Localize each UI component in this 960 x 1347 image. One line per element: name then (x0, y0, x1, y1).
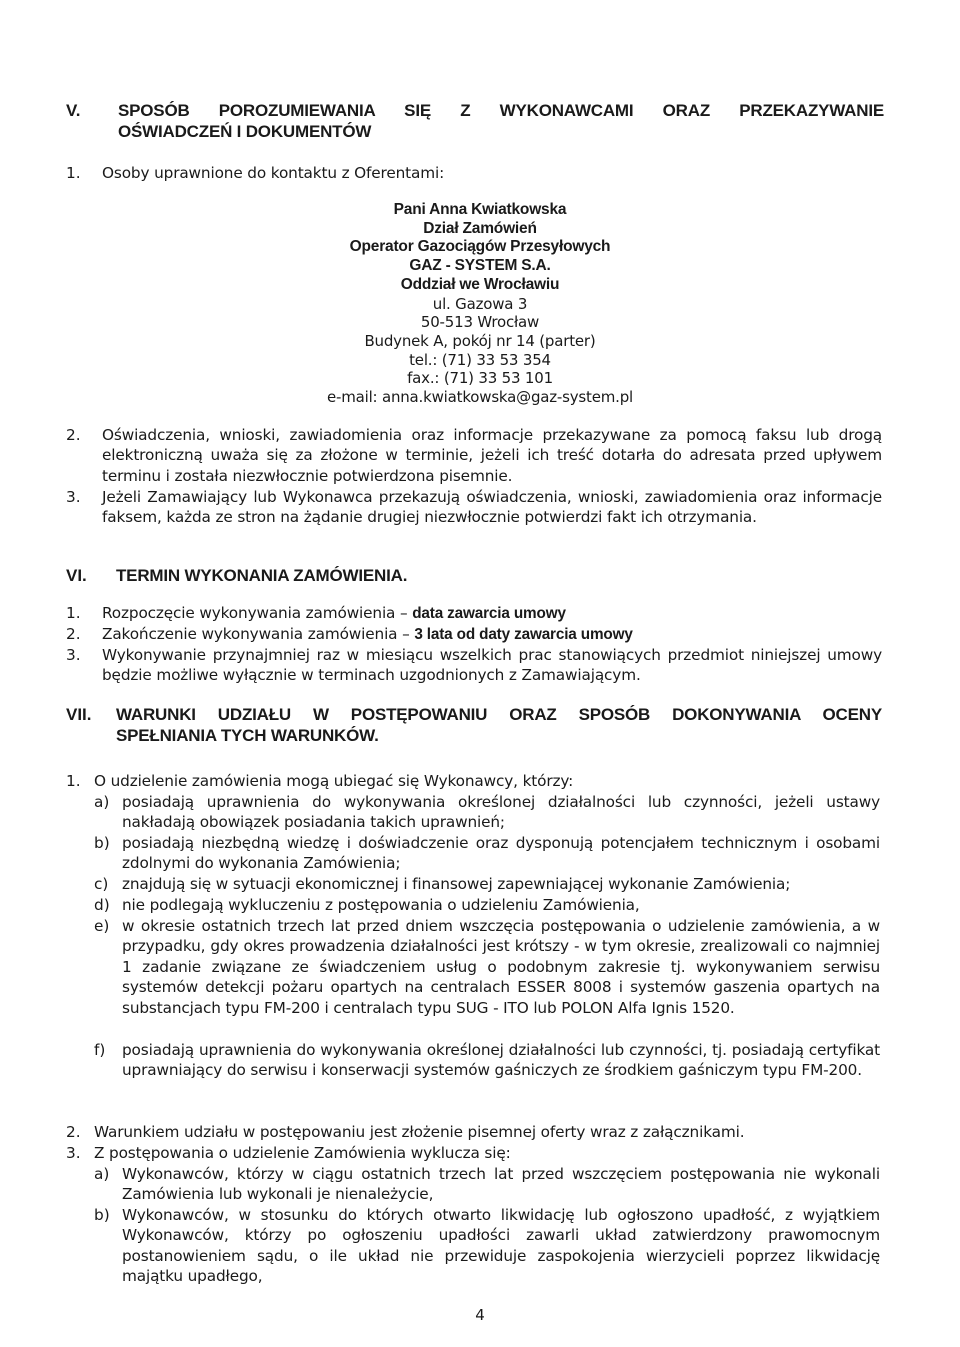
section-vii-item1-c-text: znajdują się w sytuacji ekonomicznej i finansowej zapewniającej wykonanie Zamówienia; (122, 875, 791, 893)
section-vii-item3-b-label: b) (94, 1206, 110, 1224)
section-vii-item1-c-label: c) (94, 875, 109, 893)
contact-tel: tel.: (71) 33 53 354 (409, 350, 551, 369)
section-vii-item2-number: 2. (66, 1123, 81, 1141)
section-vi-item1-text: Rozpoczęcie wykonywania zamówienia – (102, 604, 413, 622)
section-vi-item2 (102, 624, 633, 645)
section-v-item1-text: Osoby uprawnione do kontaktu z Oferentami: (102, 164, 445, 182)
section-v-item3-text: Jeżeli Zamawiający lub Wykonawca przekazują oświadczenia, wnioski, zawiadomienia oraz informacje faksem, każda ze stron na żądanie drugiej niezwłocznie potwierdzi fakt ich otrzymania. (102, 488, 882, 527)
section-vii-item3-number: 3. (66, 1144, 81, 1162)
section-vii-item1-d-text: nie podlegają wykluczeniu z postępowania o udzieleniu Zamówienia, (122, 896, 640, 914)
section-vi-title: TERMIN WYKONANIA ZAMÓWIENIA. (116, 566, 408, 585)
section-vii-item1-b-text: posiadają niezbędną wiedzę i doświadczenie oraz dysponują potencjałem technicznym i osobami zdolnymi do wykonania Zamówienia; (122, 834, 880, 873)
section-vii-number: VII. (66, 705, 92, 724)
contact-city: 50-513 Wrocław (420, 313, 540, 332)
section-vii-item1-number: 1. (66, 772, 81, 790)
section-vii-item1-e-text: w okresie ostatnich trzech lat przed dniem wszczęcia postępowania o udzielenie zamówienia, a w przypadku, gdy okres prowadzenia działalności jest krótszy - w tym okresie, zrealizowali co najmniej 1 zadanie związane ze świadczeniem usług o podobnym zakresie tj. wykonywaniem serwisu systemów detekcji pożaru opartych na centralach ESSER 8008 i systemów gaszenia opartych na substancjach typu FM-200 i centralach typu SUG - ITO lub POLON Alfa Ignis 1520. (122, 917, 880, 1017)
section-vii-item1-a-label: a) (94, 793, 110, 811)
section-vi-item1 (102, 603, 566, 624)
section-vii-item1-a-text: posiadają uprawnienia do wykonywania określonej działalności lub czynności, jeżeli ustawy nakładają obowiązek posiadania takich uprawnień; (122, 793, 880, 832)
section-vii-item3-a-label: a) (94, 1165, 110, 1183)
section-v-item2-number: 2. (66, 426, 81, 444)
section-v-item1-number: 1. (66, 164, 81, 182)
section-vii-item2-text: Warunkiem udziału w postępowaniu jest złożenie pisemnej oferty wraz z załącznikami. (94, 1123, 745, 1141)
section-vii-item3-b-text: Wykonawców, w stosunku do których otwarto likwidację lub ogłoszono upadłość, z wyjątkiem Wykonawców, którzy po ogłoszeniu upadłości zawarli układ zatwierdzony prawomocnym postanowieniem sądu, o ile układ nie przewiduje zaspokojenia wierzycieli poprzez likwidację majątku upadłego, (122, 1206, 880, 1286)
section-v-number: V. (66, 101, 81, 120)
contact-name: Pani Anna Kwiatkowska (393, 201, 567, 218)
section-v-title-line2: OŚWIADCZEŃ I DOKUMENTÓW (118, 122, 372, 141)
section-vii-item1-d-label: d) (94, 896, 110, 914)
section-vi-item2-text: Zakończenie wykonywania zamówienia – (102, 625, 415, 643)
page-number: 4 (475, 1306, 485, 1324)
section-vii-item1-text: O udzielenie zamówienia mogą ubiegać się Wykonawcy, którzy: (94, 772, 574, 790)
contact-building: Budynek A, pokój nr 14 (parter) (364, 331, 596, 350)
section-vi-number: VI. (66, 566, 87, 585)
contact-street: ul. Gazowa 3 (432, 294, 528, 313)
section-vii-item1-e-label: e) (94, 917, 110, 935)
section-v-item2-text: Oświadczenia, wnioski, zawiadomienia oraz informacje przekazywane za pomocą faksu lub drogą elektroniczną uważa się za złożone w terminie, jeżeli ich treść dotarła do adresata przed upływem terminu i została niezwłocznie potwierdzona pisemnie. (102, 426, 882, 485)
section-vii-item1-f-label: f) (94, 1041, 106, 1059)
contact-fax: fax.: (71) 33 53 101 (407, 369, 553, 388)
contact-branch: Oddział we Wrocławiu (400, 275, 560, 293)
section-vii-title-line1: WARUNKI UDZIAŁU W POSTĘPOWANIU ORAZ SPOSÓB DOKONYWANIA OCENY (116, 705, 882, 724)
contact-dept: Dział Zamówień (423, 219, 537, 237)
contact-company2: GAZ - SYSTEM S.A. (409, 257, 551, 275)
section-vi-item2-number: 2. (66, 625, 81, 643)
section-vii-item3-text: Z postępowania o udzielenie Zamówienia wyklucza się: (94, 1144, 511, 1162)
section-vii-item3-a-text: Wykonawców, którzy w ciągu ostatnich trzech lat przed wszczęciem postępowania nie wykonali Zamówienia lub wykonali je nienależycie, (122, 1165, 880, 1204)
section-vii-item1-b-label: b) (94, 834, 110, 852)
section-vi-item3-number: 3. (66, 646, 81, 664)
section-vi-item1-bold: data zawarcia umowy (412, 605, 566, 622)
contact-block (280, 201, 680, 407)
section-vi-item2-bold: 3 lata od daty zawarcia umowy (414, 626, 633, 643)
section-v-item3-number: 3. (66, 488, 81, 506)
contact-email: e-mail: anna.kwiatkowska@gaz-system.pl (326, 388, 634, 407)
section-vi-item1-number: 1. (66, 604, 81, 622)
section-vi-item3-text: Wykonywanie przynajmniej raz w miesiącu wszelkich prac stanowiących przedmiot niniejszej umowy będzie możliwe wyłącznie w terminach uzgodnionych z Zamawiającym. (102, 646, 882, 685)
section-vii-item1-f-text: posiadają uprawnienia do wykonywania określonej działalności lub czynności, tj. posiadają certyfikat uprawniający do serwisu i konserwacji systemów gaśniczych ze środkiem gaśniczym typu FM-200. (122, 1041, 880, 1080)
section-vii-title-line2: SPEŁNIANIA TYCH WARUNKÓW. (116, 726, 379, 745)
contact-company: Operator Gazociągów Przesyłowych (349, 238, 611, 256)
section-v-title-line1: SPOSÓB POROZUMIEWANIA SIĘ Z WYKONAWCAMI ORAZ PRZEKAZYWANIE (118, 101, 884, 120)
